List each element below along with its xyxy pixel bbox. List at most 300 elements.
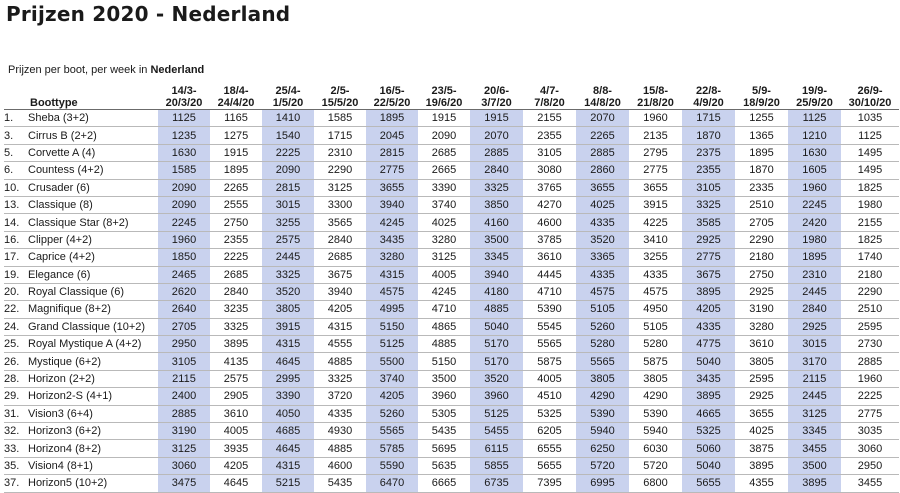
price-cell: 2575 — [210, 370, 262, 387]
header-period — [418, 80, 470, 110]
price-cell: 3565 — [314, 214, 366, 231]
price-cell: 5940 — [629, 423, 682, 440]
period-end: 24/4/20 — [217, 97, 255, 109]
header-period — [470, 80, 523, 110]
period-start: 18/4- — [223, 85, 249, 97]
period-start: 26/9- — [857, 85, 883, 97]
period-end: 1/5/20 — [272, 97, 304, 109]
boat-name: Clipper (4+2) — [28, 231, 158, 248]
price-cell: 4600 — [523, 214, 576, 231]
price-cell: 4025 — [418, 214, 470, 231]
price-cell: 3455 — [841, 475, 899, 492]
period-end: 3/7/20 — [481, 97, 512, 109]
price-cell: 5040 — [682, 353, 735, 370]
price-cell: 2885 — [841, 353, 899, 370]
price-cell: 5635 — [418, 457, 470, 474]
price-cell: 2070 — [470, 127, 523, 144]
price-cell: 1980 — [788, 231, 841, 248]
boat-number: 26. — [4, 353, 28, 370]
boat-number: 33. — [4, 440, 28, 457]
boat-number: 29. — [4, 388, 28, 405]
price-cell: 1540 — [262, 127, 314, 144]
price-cell: 5150 — [418, 353, 470, 370]
header-period — [788, 80, 841, 110]
price-cell: 4645 — [262, 353, 314, 370]
price-cell: 4575 — [576, 283, 629, 300]
price-cell: 2070 — [576, 110, 629, 127]
price-cell: 5875 — [523, 353, 576, 370]
header-period — [158, 80, 210, 110]
price-cell: 2995 — [262, 370, 314, 387]
boat-name: Horizon3 (6+2) — [28, 423, 158, 440]
price-cell: 5565 — [366, 423, 418, 440]
price-cell: 2840 — [470, 162, 523, 179]
price-cell: 3960 — [470, 388, 523, 405]
header-period — [735, 80, 788, 110]
price-cell: 2510 — [735, 196, 788, 213]
boat-name: Horizon (2+2) — [28, 370, 158, 387]
price-cell: 3500 — [418, 370, 470, 387]
price-cell: 1895 — [366, 110, 418, 127]
price-cell: 4775 — [682, 336, 735, 353]
price-cell: 3435 — [682, 370, 735, 387]
price-cell: 5565 — [523, 336, 576, 353]
price-cell: 1850 — [158, 249, 210, 266]
price-cell: 5305 — [418, 405, 470, 422]
price-cell: 3390 — [418, 179, 470, 196]
price-cell: 4685 — [262, 423, 314, 440]
price-cell: 5060 — [682, 440, 735, 457]
price-cell: 5325 — [682, 423, 735, 440]
price-cell: 4865 — [418, 318, 470, 335]
price-cell: 3740 — [418, 196, 470, 213]
price-cell: 5040 — [682, 457, 735, 474]
price-cell: 1585 — [314, 110, 366, 127]
price-cell: 6115 — [470, 440, 523, 457]
period-start: 23/5- — [431, 85, 457, 97]
price-cell: 1960 — [629, 110, 682, 127]
period-end: 7/8/20 — [534, 97, 565, 109]
price-cell: 2685 — [210, 266, 262, 283]
price-cell: 4995 — [366, 301, 418, 318]
price-cell: 3915 — [629, 196, 682, 213]
price-cell: 5215 — [262, 475, 314, 492]
price-cell: 3720 — [314, 388, 366, 405]
period-start: 19/9- — [801, 85, 828, 97]
price-cell: 4600 — [314, 457, 366, 474]
price-cell: 1960 — [788, 179, 841, 196]
boat-name: Horizon5 (10+2) — [28, 475, 158, 492]
period-end: 22/5/20 — [373, 97, 411, 109]
price-cell: 3895 — [682, 388, 735, 405]
price-cell: 1915 — [418, 110, 470, 127]
price-cell: 5390 — [629, 405, 682, 422]
price-cell: 3785 — [523, 231, 576, 248]
price-cell: 4290 — [576, 388, 629, 405]
price-cell: 6555 — [523, 440, 576, 457]
price-cell: 4225 — [629, 214, 682, 231]
price-cell: 4205 — [366, 388, 418, 405]
price-cell: 3060 — [158, 457, 210, 474]
price-cell: 3675 — [314, 266, 366, 283]
period-start: 25/4- — [275, 85, 301, 97]
price-cell: 2775 — [682, 249, 735, 266]
table-row — [4, 301, 899, 318]
price-cell: 5325 — [523, 405, 576, 422]
price-cell: 3805 — [629, 370, 682, 387]
price-cell: 3585 — [682, 214, 735, 231]
price-cell: 6735 — [470, 475, 523, 492]
price-cell: 5390 — [576, 405, 629, 422]
price-cell: 2705 — [735, 214, 788, 231]
price-cell: 1035 — [841, 110, 899, 127]
price-cell: 2885 — [158, 405, 210, 422]
boat-name: Royal Mystique A (4+2) — [28, 336, 158, 353]
price-cell: 2245 — [158, 214, 210, 231]
price-cell: 2795 — [629, 144, 682, 161]
price-cell: 4645 — [210, 475, 262, 492]
price-cell: 3935 — [210, 440, 262, 457]
price-cell: 4885 — [314, 353, 366, 370]
price-cell: 3655 — [735, 405, 788, 422]
price-cell: 3805 — [576, 370, 629, 387]
price-cell: 4135 — [210, 353, 262, 370]
boat-number: 14. — [4, 214, 28, 231]
boat-number: 22. — [4, 301, 28, 318]
boat-name: Mystique (6+2) — [28, 353, 158, 370]
price-cell: 3325 — [314, 370, 366, 387]
boat-name: Royal Classique (6) — [28, 283, 158, 300]
price-cell: 2180 — [841, 266, 899, 283]
price-cell: 3895 — [682, 283, 735, 300]
header-period — [314, 80, 366, 110]
price-cell: 3255 — [262, 214, 314, 231]
price-cell: 1980 — [841, 196, 899, 213]
price-cell: 5590 — [366, 457, 418, 474]
price-cell: 1895 — [735, 144, 788, 161]
table-row — [4, 440, 899, 457]
price-cell: 2155 — [841, 214, 899, 231]
price-cell: 2905 — [210, 388, 262, 405]
price-cell: 2290 — [314, 162, 366, 179]
price-cell: 2705 — [158, 318, 210, 335]
price-cell: 4205 — [682, 301, 735, 318]
boat-number: 19. — [4, 266, 28, 283]
header-period — [682, 80, 735, 110]
price-cell: 2555 — [210, 196, 262, 213]
price-cell: 5105 — [629, 318, 682, 335]
price-cell: 3960 — [418, 388, 470, 405]
period-start: 15/8- — [642, 85, 669, 97]
header-period — [523, 80, 576, 110]
price-cell: 2775 — [629, 162, 682, 179]
price-cell: 1715 — [314, 127, 366, 144]
price-cell: 3520 — [262, 283, 314, 300]
price-cell: 1740 — [841, 249, 899, 266]
price-cell: 2245 — [788, 196, 841, 213]
price-cell: 3940 — [314, 283, 366, 300]
price-cell: 5105 — [576, 301, 629, 318]
price-cell: 3345 — [470, 249, 523, 266]
price-cell: 4315 — [314, 318, 366, 335]
price-cell: 1960 — [841, 370, 899, 387]
header-period — [366, 80, 418, 110]
header-number — [4, 80, 28, 110]
price-cell: 3875 — [735, 440, 788, 457]
price-cell: 3895 — [210, 336, 262, 353]
price-cell: 2950 — [158, 336, 210, 353]
price-cell: 2355 — [682, 162, 735, 179]
price-cell: 2355 — [210, 231, 262, 248]
price-cell: 2685 — [314, 249, 366, 266]
table-row — [4, 388, 899, 405]
boat-number: 20. — [4, 283, 28, 300]
period-start: 16/5- — [379, 85, 405, 97]
price-cell: 2115 — [788, 370, 841, 387]
price-cell: 1870 — [735, 162, 788, 179]
price-cell: 3915 — [262, 318, 314, 335]
price-cell: 2840 — [788, 301, 841, 318]
price-cell: 6995 — [576, 475, 629, 492]
price-cell: 2090 — [158, 196, 210, 213]
price-cell: 2180 — [735, 249, 788, 266]
price-cell: 4315 — [366, 266, 418, 283]
page-title: Prijzen 2020 - Nederland — [6, 2, 291, 26]
price-cell: 4445 — [523, 266, 576, 283]
boat-name: Grand Classique (10+2) — [28, 318, 158, 335]
price-cell: 3235 — [210, 301, 262, 318]
price-cell: 3280 — [418, 231, 470, 248]
price-cell: 1235 — [158, 127, 210, 144]
price-cell: 5940 — [576, 423, 629, 440]
price-cell: 2620 — [158, 283, 210, 300]
table-row — [4, 266, 899, 283]
boat-name: Elegance (6) — [28, 266, 158, 283]
period-start: 20/6- — [483, 85, 510, 97]
price-cell: 1495 — [841, 162, 899, 179]
price-cell: 3475 — [158, 475, 210, 492]
price-cell: 2090 — [262, 162, 314, 179]
price-cell: 1255 — [735, 110, 788, 127]
price-cell: 3740 — [366, 370, 418, 387]
price-cell: 5435 — [418, 423, 470, 440]
price-cell: 2665 — [418, 162, 470, 179]
boat-name: Magnifique (8+2) — [28, 301, 158, 318]
price-cell: 1715 — [682, 110, 735, 127]
price-cell: 1125 — [158, 110, 210, 127]
boat-number: 37. — [4, 475, 28, 492]
period-start: 5/9- — [752, 85, 771, 97]
price-cell: 6470 — [366, 475, 418, 492]
price-cell: 2400 — [158, 388, 210, 405]
price-cell: 3060 — [841, 440, 899, 457]
table-row — [4, 144, 899, 161]
period-end: 25/9/20 — [796, 97, 833, 109]
price-cell: 3805 — [262, 301, 314, 318]
price-cell: 4205 — [210, 457, 262, 474]
price-cell: 4290 — [629, 388, 682, 405]
price-cell: 2775 — [366, 162, 418, 179]
price-cell: 1495 — [841, 144, 899, 161]
price-cell: 3125 — [158, 440, 210, 457]
table-row — [4, 162, 899, 179]
period-end: 14/8/20 — [584, 97, 621, 109]
price-cell: 6250 — [576, 440, 629, 457]
price-cell: 1125 — [841, 127, 899, 144]
price-cell: 1630 — [158, 144, 210, 161]
price-cell: 4710 — [418, 301, 470, 318]
price-cell: 2155 — [523, 110, 576, 127]
header-period — [576, 80, 629, 110]
price-cell: 4335 — [576, 214, 629, 231]
price-cell: 5280 — [576, 336, 629, 353]
price-cell: 3500 — [470, 231, 523, 248]
price-cell: 3940 — [366, 196, 418, 213]
table-row — [4, 353, 899, 370]
price-cell: 2420 — [788, 214, 841, 231]
price-table — [4, 80, 899, 493]
price-cell: 4270 — [523, 196, 576, 213]
price-cell: 3610 — [735, 336, 788, 353]
period-end: 18/9/20 — [743, 97, 780, 109]
price-cell: 2375 — [682, 144, 735, 161]
table-row — [4, 405, 899, 422]
price-cell: 4335 — [629, 266, 682, 283]
price-cell: 5125 — [366, 336, 418, 353]
price-cell: 2775 — [841, 405, 899, 422]
table-row — [4, 231, 899, 248]
price-cell: 2225 — [262, 144, 314, 161]
boat-name: Corvette A (4) — [28, 144, 158, 161]
price-cell: 3895 — [788, 475, 841, 492]
price-cell: 3190 — [158, 423, 210, 440]
price-cell: 6665 — [418, 475, 470, 492]
table-row — [4, 214, 899, 231]
period-end: 19/6/20 — [425, 97, 463, 109]
price-cell: 2575 — [262, 231, 314, 248]
price-cell: 3325 — [470, 179, 523, 196]
boat-number: 1. — [4, 110, 28, 127]
price-cell: 4885 — [470, 301, 523, 318]
price-cell: 2925 — [682, 231, 735, 248]
header-boattype: Boottype — [28, 80, 158, 110]
header-row — [4, 80, 899, 110]
price-cell: 2815 — [366, 144, 418, 161]
price-cell: 3895 — [735, 457, 788, 474]
price-cell: 3125 — [418, 249, 470, 266]
price-cell: 2750 — [735, 266, 788, 283]
header-period — [841, 80, 899, 110]
price-cell: 2750 — [210, 214, 262, 231]
price-cell: 5170 — [470, 353, 523, 370]
price-cell: 2925 — [788, 318, 841, 335]
period-start: 2/5- — [330, 85, 350, 97]
price-cell: 2310 — [314, 144, 366, 161]
period-end: 30/10/20 — [848, 97, 892, 109]
period-start: 22/8- — [695, 85, 722, 97]
table-body — [4, 110, 899, 493]
price-cell: 2860 — [576, 162, 629, 179]
boat-name: Classique Star (8+2) — [28, 214, 158, 231]
price-cell: 3500 — [788, 457, 841, 474]
price-cell: 1210 — [788, 127, 841, 144]
price-cell: 1585 — [158, 162, 210, 179]
period-start: 4/7- — [540, 85, 559, 97]
price-cell: 1125 — [788, 110, 841, 127]
price-cell: 4005 — [523, 370, 576, 387]
price-cell: 3125 — [788, 405, 841, 422]
price-cell: 1915 — [470, 110, 523, 127]
price-cell: 5260 — [366, 405, 418, 422]
price-cell: 5455 — [470, 423, 523, 440]
caption-country: Nederland — [150, 64, 205, 76]
price-cell: 6205 — [523, 423, 576, 440]
price-cell: 5170 — [470, 336, 523, 353]
price-cell: 4025 — [735, 423, 788, 440]
price-cell: 5390 — [523, 301, 576, 318]
boat-name: Crusader (6) — [28, 179, 158, 196]
period-end: 20/3/20 — [165, 97, 203, 109]
price-cell: 4930 — [314, 423, 366, 440]
price-cell: 2595 — [735, 370, 788, 387]
boat-number: 3. — [4, 127, 28, 144]
table-row — [4, 336, 899, 353]
boat-name: Horizon2-S (4+1) — [28, 388, 158, 405]
price-cell: 4710 — [523, 283, 576, 300]
price-cell: 5280 — [629, 336, 682, 353]
price-cell: 5125 — [470, 405, 523, 422]
price-cell: 3365 — [576, 249, 629, 266]
price-cell: 5695 — [418, 440, 470, 457]
boat-number: 5. — [4, 144, 28, 161]
price-cell: 2045 — [366, 127, 418, 144]
price-cell: 3280 — [735, 318, 788, 335]
price-cell: 2925 — [735, 388, 788, 405]
price-cell: 4645 — [262, 440, 314, 457]
price-cell: 2115 — [158, 370, 210, 387]
price-cell: 4665 — [682, 405, 735, 422]
price-cell: 3325 — [210, 318, 262, 335]
period-start: 14/3- — [171, 85, 197, 97]
price-cell: 4005 — [210, 423, 262, 440]
price-cell: 4050 — [262, 405, 314, 422]
price-cell: 5655 — [523, 457, 576, 474]
price-cell: 2225 — [841, 388, 899, 405]
boat-number: 6. — [4, 162, 28, 179]
price-cell: 3455 — [788, 440, 841, 457]
boat-number: 10. — [4, 179, 28, 196]
price-cell: 3125 — [314, 179, 366, 196]
boat-name: Classique (8) — [28, 196, 158, 213]
price-cell: 3610 — [210, 405, 262, 422]
price-cell: 4315 — [262, 336, 314, 353]
price-cell: 4510 — [523, 388, 576, 405]
price-cell: 2090 — [158, 179, 210, 196]
price-cell: 1895 — [788, 249, 841, 266]
price-cell: 3390 — [262, 388, 314, 405]
price-cell: 4335 — [576, 266, 629, 283]
price-cell: 5500 — [366, 353, 418, 370]
caption-prefix: Prijzen per boot, per week in — [8, 64, 151, 76]
price-cell: 1605 — [788, 162, 841, 179]
price-cell: 3105 — [682, 179, 735, 196]
price-cell: 4575 — [366, 283, 418, 300]
boat-number: 24. — [4, 318, 28, 335]
table-row — [4, 249, 899, 266]
boat-number: 13. — [4, 196, 28, 213]
price-cell: 1630 — [788, 144, 841, 161]
price-cell: 2310 — [788, 266, 841, 283]
